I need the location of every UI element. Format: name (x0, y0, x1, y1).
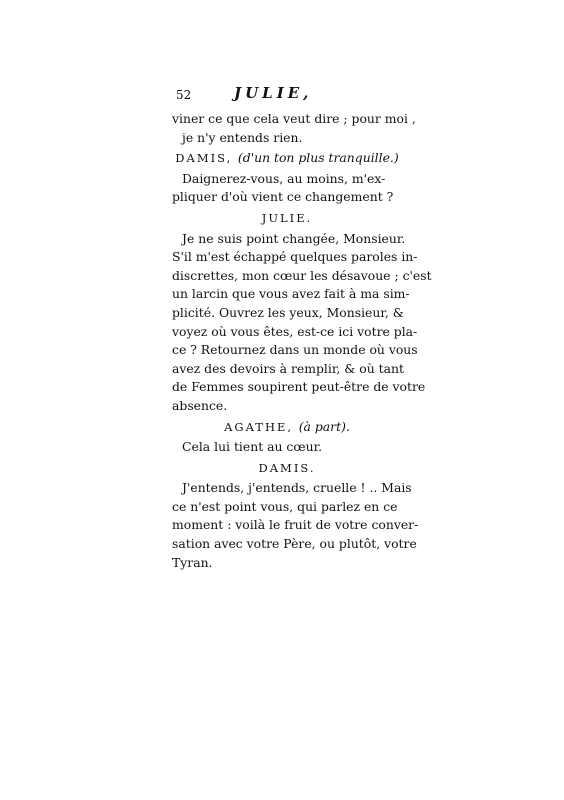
text-line: pliquer d'où vient ce changement ? (172, 189, 394, 205)
running-title: JULIE, (234, 84, 313, 102)
speaker-name: DAMIS, (175, 151, 233, 166)
text-line: absence. (172, 397, 228, 413)
text-line: voyez où vous êtes, est-ce ici votre pla- (172, 323, 418, 339)
text-line: Tyran. (172, 554, 213, 570)
text-line: ce ? Retournez dans un monde où vous (172, 342, 418, 358)
text-line: plicité. Ouvrez les yeux, Monsieur, & (172, 304, 404, 320)
stage-direction-damis (172, 149, 402, 168)
text-line: un larcin que vous avez fait à ma sim- (172, 286, 410, 302)
text-line: Daignerez-vous, au moins, m'ex- (182, 170, 386, 186)
page-text (172, 84, 432, 572)
speaker-name: AGATHE, (224, 419, 294, 434)
text-line: Cela lui tient au cœur. (182, 439, 323, 455)
text-line: discrettes, mon cœur les désavoue ; c'est (172, 267, 432, 283)
text-line: viner ce que cela veut dire ; pour moi , (172, 111, 416, 126)
text-line: Je ne suis point changée, Monsieur. (182, 230, 406, 246)
page-number: 52 (176, 88, 192, 102)
page-header (172, 86, 402, 110)
text-line: sation avec votre Père, ou plutôt, votre (172, 536, 417, 552)
stage-direction-agathe (172, 418, 402, 437)
text-line: avez des devoirs à remplir, & où tant (172, 360, 404, 376)
text-line: J'entends, j'entends, cruelle ! .. Mais (182, 480, 412, 496)
speaker-julie: JULIE. (261, 210, 313, 225)
stage-direction-text: (à part). (298, 418, 350, 434)
text-line: moment : voilà le fruit de votre conver- (172, 517, 419, 533)
speaker-damis: DAMIS. (258, 460, 316, 475)
text-line: je n'y entends rien. (182, 129, 303, 145)
stage-direction-text: (d'un ton plus tranquille.) (237, 150, 399, 166)
text-line: de Femmes soupirent peut-être de votre (172, 379, 426, 395)
text-line: ce n'est point vous, qui parlez en ce (172, 498, 398, 514)
text-line: S'il m'est échappé quelques paroles in- (172, 249, 418, 265)
